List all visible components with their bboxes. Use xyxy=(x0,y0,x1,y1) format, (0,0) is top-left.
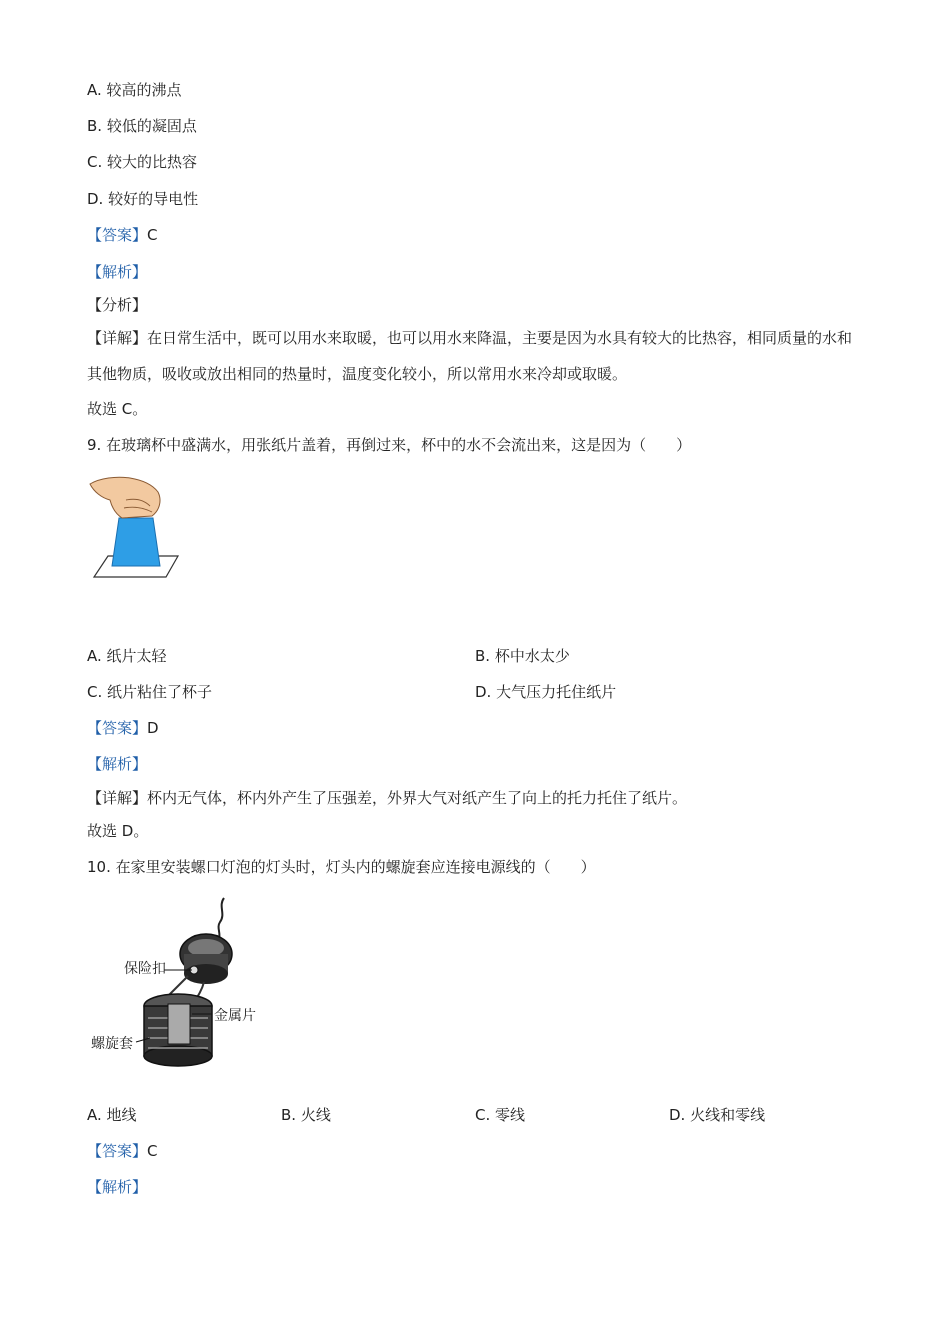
q8-conclusion: 故选 C。 xyxy=(87,400,148,418)
q10-analysis-tag xyxy=(87,1177,147,1197)
fenxi-tag: 【分析】 xyxy=(87,296,148,314)
answer-value: C xyxy=(147,1142,158,1160)
q8-answer xyxy=(87,225,158,245)
q8-analysis-tag xyxy=(87,262,147,282)
q10-option-c: C. 零线 xyxy=(475,1106,526,1124)
detail-tag: 【详解】 xyxy=(87,329,148,347)
q10-option-d: D. 火线和零线 xyxy=(669,1106,766,1124)
q10-option-a: A. 地线 xyxy=(87,1106,137,1124)
q8-option-d: D. 较好的导电性 xyxy=(87,190,199,208)
q9-question: 9. 在玻璃杯中盛满水，用张纸片盖着，再倒过来，杯中的水不会流出来，这是因为（ ） xyxy=(87,436,692,454)
q9-answer xyxy=(87,718,159,738)
answer-value: D xyxy=(147,719,159,737)
q10-question: 10. 在家里安装螺口灯泡的灯头时，灯头内的螺旋套应连接电源线的（ ） xyxy=(87,858,596,876)
q9-option-b: B. 杯中水太少 xyxy=(475,647,570,665)
answer-tag: 【答案】 xyxy=(87,1142,148,1160)
q9-option-d: D. 大气压力托住纸片 xyxy=(475,683,617,701)
q9-option-a: A. 纸片太轻 xyxy=(87,647,167,665)
q9-detail xyxy=(87,788,687,808)
q8-option-b: B. 较低的凝固点 xyxy=(87,117,197,135)
analysis-tag: 【解析】 xyxy=(87,1178,148,1196)
detail-text: 杯内无气体，杯内外产生了压强差，外界大气对纸产生了向上的托力托住了纸片。 xyxy=(147,789,688,807)
q10-answer xyxy=(87,1141,158,1161)
answer-tag: 【答案】 xyxy=(87,226,148,244)
figure-label-fuse: 保险扣 xyxy=(124,961,166,977)
answer-value: C xyxy=(147,226,158,244)
detail-tag: 【详解】 xyxy=(87,789,148,807)
q9-analysis-tag xyxy=(87,754,147,774)
figure-label-metal: 金属片 xyxy=(214,1008,256,1024)
q9-conclusion: 故选 D。 xyxy=(87,822,149,840)
q8-fenxi-tag xyxy=(87,295,147,315)
answer-tag: 【答案】 xyxy=(87,719,148,737)
analysis-tag: 【解析】 xyxy=(87,263,148,281)
detail-text: 在日常生活中，既可以用水来取暖，也可以用水来降温，主要是因为水具有较大的比热容，相同质量的水和其他物质，吸收或放出相同的热量时，温度变化较小，所以常用水来冷却或取暖。 xyxy=(87,329,853,383)
q8-option-a: A. 较高的沸点 xyxy=(87,81,182,99)
analysis-tag: 【解析】 xyxy=(87,755,148,773)
q9-option-c: C. 纸片粘住了杯子 xyxy=(87,683,213,701)
q10-option-b: B. 火线 xyxy=(281,1106,331,1124)
figure-label-spiral: 螺旋套 xyxy=(91,1036,133,1052)
cup-paper-figure xyxy=(86,470,186,582)
q8-detail xyxy=(87,320,863,392)
q8-option-c: C. 较大的比热容 xyxy=(87,153,198,171)
